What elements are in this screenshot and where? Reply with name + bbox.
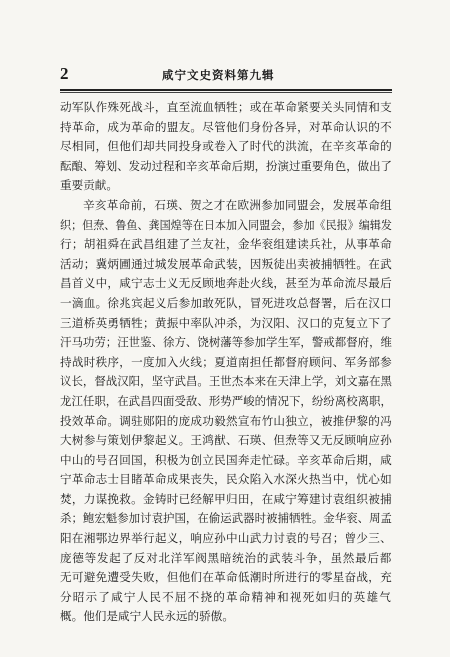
text-line: 庞德等发起了反对北洋军阀黑暗统治的武装斗争，虽然最后都 — [60, 550, 392, 565]
text-line: 辛亥革命前，石瑛、贺之才在欧洲参加同盟会，发展革命组 — [83, 197, 392, 212]
text-line: 尽相同，但他们却共同投身或卷入了时代的洪流，在辛亥革命的 — [60, 139, 392, 154]
text-line: 龙江任职，在武昌四面受敌、形势严峻的情况下，纷纷离校离职， — [60, 393, 392, 408]
text-line: 酝酿、筹划、发动过程和辛亥革命后期，扮演过重要角色，做出了 — [60, 158, 392, 173]
page-header — [60, 64, 392, 84]
text-line: 中山的号召回国，积极为创立民国奔走忙碌。辛亥革命后期，咸 — [60, 452, 392, 467]
page-number: 2 — [60, 64, 69, 83]
text-line: 阳在湘鄂边界举行起义，响应孙中山武力讨袁的号召；曾少三、 — [60, 531, 392, 546]
text-line: 三道桥英勇牺牲；黄振中率队冲杀，为汉阳、汉口的克复立下了 — [60, 315, 392, 330]
text-line: 昌首义中，咸宁志士义无反顾地奔赴火线，甚至为革命流尽最后 — [60, 276, 392, 291]
text-line: 重要贡献。 — [60, 178, 118, 193]
text-line: 活动；冀炳圃通过城发展革命武装，因叛徒出卖被捕牺牲。在武 — [60, 256, 392, 271]
text-line: 持革命，成为革命的盟友。尽管他们身份各异，对革命认识的不 — [60, 119, 392, 134]
text-line: 汗马功劳；汪世鉴、徐方、饶树藩等参加学生军，警戒都督府，维 — [60, 335, 392, 350]
text-line: 分昭示了咸宁人民不屈不挠的革命精神和视死如归的英雄气 — [60, 589, 392, 604]
text-line: 持战时秩序，一度加入火线；夏道南担任都督府顾问、军务部参 — [60, 354, 392, 369]
text-line: 动军队作殊死战斗，直至流血牺牲；或在革命紧要关头同情和支 — [60, 100, 392, 114]
text-line: 议长，督战汉阳，坚守武昌。王世杰本来在天津上学，刘文嘉在黑 — [60, 374, 392, 389]
text-line: 概。他们是咸宁人民永远的骄傲。 — [60, 609, 234, 624]
text-line: 行；胡祖舜在武昌组建了兰友社，金华衮组建读兵社，从事革命 — [60, 237, 392, 252]
text-line: 织；但焘、鲁鱼、龚国煌等在日本加入同盟会，参加《民报》编辑发 — [60, 217, 392, 232]
text-line: 无可避免遭受失败，但他们在革命低潮时所进行的零星奋战，充 — [60, 570, 392, 585]
running-title: 咸宁文史资料第九辑 — [162, 68, 275, 82]
text-line: 宁革命志士目睹革命成果丧失，民众陷入水深火热当中，忧心如 — [60, 472, 392, 487]
header-rule — [60, 89, 392, 91]
text-line: 一滴血。徐兆宾起义后参加敢死队，冒死进攻总督署，后在汉口 — [60, 295, 392, 310]
body-text — [60, 98, 392, 627]
text-line: 焚，力谋挽救。金铸时已经解甲归田，在咸宁筹建讨袁组织被捕 — [60, 491, 392, 506]
header-rule-thin — [60, 92, 392, 93]
text-line: 大树参与策划伊黎起义。王鸿猷、石瑛、但焘等又无反顾响应孙 — [60, 433, 392, 448]
text-line: 杀；鲍宏魁参加讨袁护国，在偷运武器时被捕牺牲。金华衮、周孟 — [60, 511, 392, 526]
text-line: 投效革命。调驻郧阳的庞成功毅然宣布竹山独立，被推伊黎的冯 — [60, 413, 392, 428]
